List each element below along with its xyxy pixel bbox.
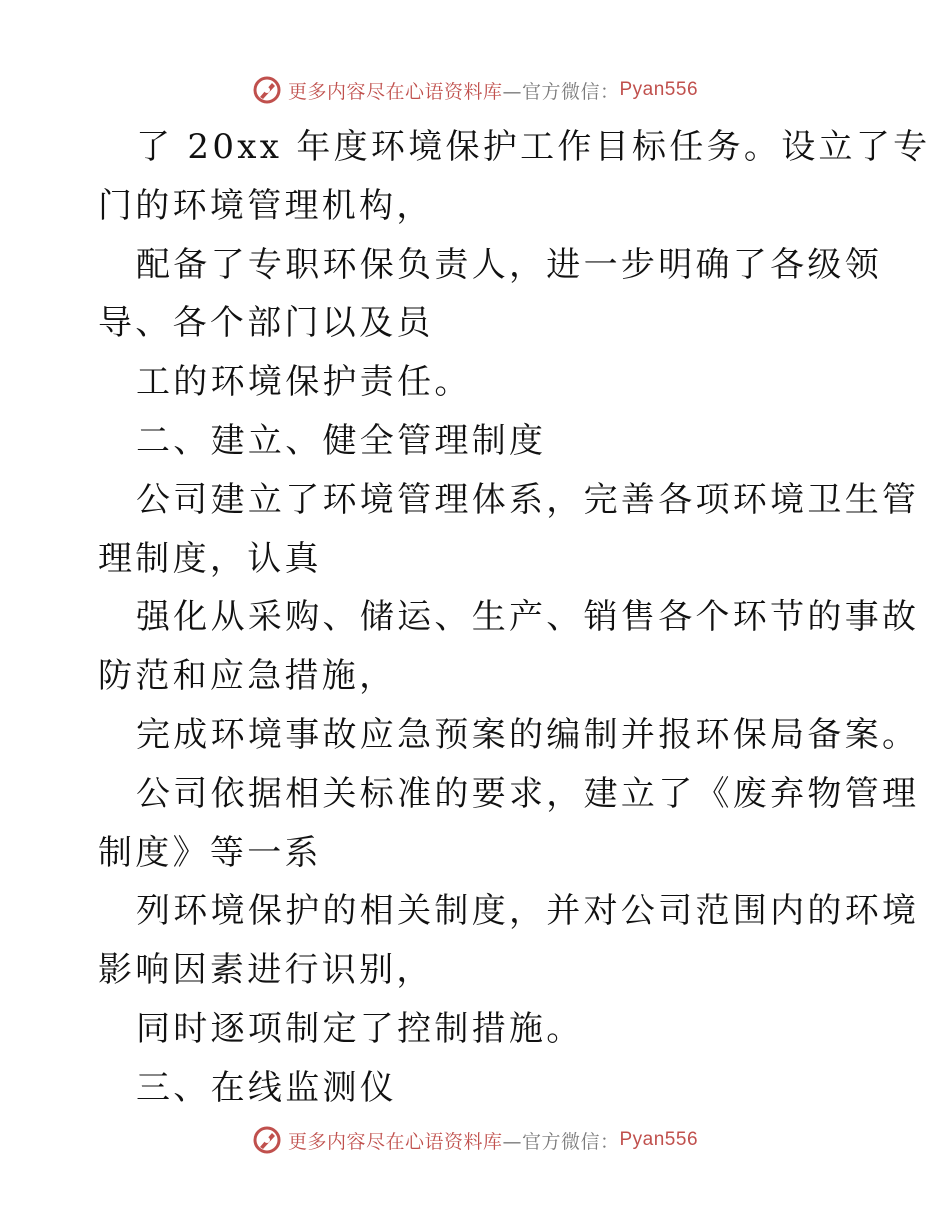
text-line-11: 完成环境事故应急预案的编制并报环保局备案。 <box>136 714 920 755</box>
watermark-id-text: Pyan556 <box>619 1129 699 1150</box>
footer-watermark <box>0 1120 950 1160</box>
text-line-14: 列环境保护的相关制度，并对公司范围内的环境 <box>136 891 920 932</box>
text-line-16: 同时逐项制定了控制措施。 <box>136 1008 584 1049</box>
section-heading-3: 三、在线监测仪 <box>136 1067 398 1108</box>
text-line-15: 影响因素进行识别， <box>98 950 434 991</box>
text-line-13: 制度》等一系 <box>98 832 322 873</box>
text-line-4: 导、各个部门以及员 <box>98 303 434 344</box>
text-line-7: 公司建立了环境管理体系，完善各项环境卫生管 <box>136 479 920 520</box>
pen-logo-icon <box>252 75 282 105</box>
text-line-1: 了 20xx 年度环境保护工作目标任务。设立了专 <box>136 127 931 167</box>
document-body <box>98 118 931 1118</box>
text-line-2: 门的环境管理机构， <box>98 185 434 226</box>
header-watermark <box>0 70 950 110</box>
watermark-main-text: 更多内容尽在心语资料库 <box>287 1130 503 1153</box>
pen-logo-icon <box>252 1125 282 1155</box>
text-line-3: 配备了专职环保负责人，进一步明确了各级领 <box>136 244 882 285</box>
watermark-id-text: Pyan556 <box>619 79 699 100</box>
text-line-12: 公司依据相关标准的要求，建立了《废弃物管理 <box>136 773 920 814</box>
text-line-9: 强化从采购、储运、生产、销售各个环节的事故 <box>136 597 920 638</box>
watermark-sub-text: —官方微信： <box>502 1130 620 1153</box>
text-line-10: 防范和应急措施， <box>98 656 397 697</box>
watermark-main-text: 更多内容尽在心语资料库 <box>287 80 503 103</box>
text-line-8: 理制度，认真 <box>98 538 322 579</box>
text-line-5: 工的环境保护责任。 <box>136 362 472 403</box>
watermark-sub-text: —官方微信： <box>502 80 620 103</box>
section-heading-2: 二、建立、健全管理制度 <box>136 420 547 461</box>
